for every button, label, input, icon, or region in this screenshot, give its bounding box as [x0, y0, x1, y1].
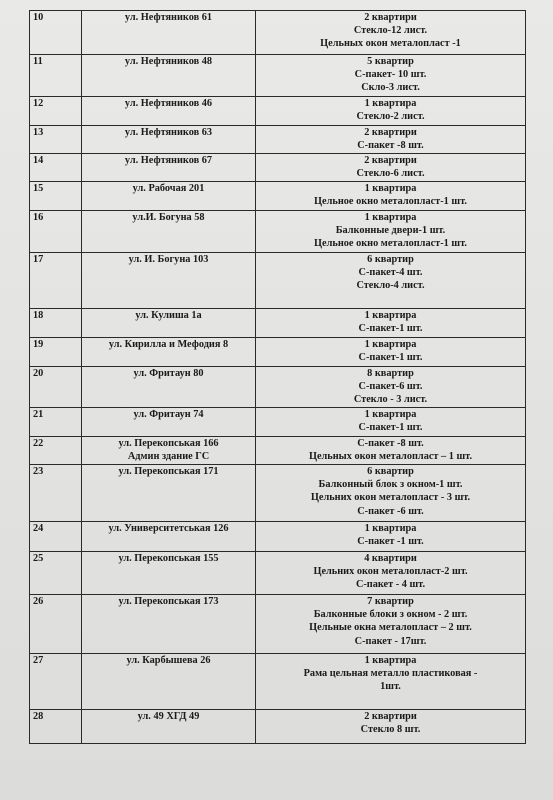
detail-line: 2 квартири — [364, 155, 417, 166]
address-line: ул. Кирилла и Мефодия 8 — [108, 339, 229, 350]
row-number: 27 — [30, 654, 82, 710]
row-details — [256, 338, 526, 367]
row-number: 12 — [30, 97, 82, 126]
detail-line: С-пакет -8 шт. — [357, 140, 424, 152]
row-number: 16 — [30, 211, 82, 253]
row-details — [256, 154, 526, 182]
row-details — [256, 11, 526, 55]
table-row — [30, 522, 526, 552]
row-number: 25 — [30, 552, 82, 595]
detail-line: Цельних окон металопласт - 3 шт. — [310, 492, 471, 504]
row-address — [82, 710, 256, 744]
row-details — [256, 710, 526, 744]
address-line: ул. И. Богуна 103 — [128, 254, 209, 265]
row-details — [256, 97, 526, 126]
address-line: ул. Перекопськая 166 — [118, 438, 219, 449]
row-address — [82, 338, 256, 367]
row-address — [82, 437, 256, 465]
address-line: ул.И. Богуна 58 — [132, 212, 205, 223]
table-row — [30, 309, 526, 338]
row-address — [82, 654, 256, 710]
row-address — [82, 552, 256, 595]
detail-line: Скло-3 лист. — [361, 82, 420, 94]
address-line: ул. Нефтяников 63 — [124, 127, 213, 138]
detail-line: Балконный блок з окном-1 шт. — [318, 479, 463, 491]
row-details — [256, 126, 526, 154]
detail-line: Цельных окон металопласт -1 — [320, 38, 461, 50]
detail-line: Стекло-6 лист. — [356, 168, 425, 180]
address-line: ул. Университетськая 126 — [108, 523, 229, 534]
address-line: ул. Рабочая 201 — [132, 183, 205, 194]
row-details — [256, 408, 526, 437]
detail-line: 6 квартир — [367, 254, 414, 265]
row-address — [82, 465, 256, 522]
row-number: 20 — [30, 367, 82, 408]
address-line: ул. Перекопськая 173 — [118, 596, 219, 607]
row-address — [82, 367, 256, 408]
detail-line: 8 квартир — [367, 368, 414, 379]
detail-line: 5 квартир — [367, 56, 414, 67]
detail-line: Цельные окна металопласт – 2 шт. — [309, 622, 472, 634]
detail-line: С-пакет-1 шт. — [358, 422, 423, 434]
detail-line: 1 квартира — [364, 339, 417, 350]
table-row — [30, 595, 526, 654]
detail-line: С-пакет- 10 шт. — [354, 69, 427, 81]
address-line: ул. Кулиша 1а — [135, 310, 202, 321]
row-details — [256, 552, 526, 595]
detail-line: Стекло-4 лист. — [356, 280, 425, 292]
detail-line: С-пакет-6 шт. — [358, 381, 423, 393]
table-row — [30, 253, 526, 309]
detail-line: 2 квартири — [364, 12, 417, 23]
row-details — [256, 211, 526, 253]
detail-line: Стекло-2 лист. — [356, 111, 425, 123]
row-details — [256, 253, 526, 309]
detail-line: Цельное окно металопласт-1 шт. — [314, 238, 467, 250]
row-details — [256, 595, 526, 654]
detail-line: С-пакет - 4 шт. — [355, 579, 426, 591]
row-number: 19 — [30, 338, 82, 367]
detail-line: Стекло 8 шт. — [360, 724, 421, 736]
address-line: ул. Перекопськая 171 — [118, 466, 219, 477]
row-number: 23 — [30, 465, 82, 522]
row-number: 11 — [30, 55, 82, 97]
row-address — [82, 408, 256, 437]
row-number: 15 — [30, 182, 82, 211]
address-line: ул. Фритаун 80 — [133, 368, 204, 379]
row-number: 24 — [30, 522, 82, 552]
row-number: 17 — [30, 253, 82, 309]
detail-line: С-пакет-1 шт. — [358, 352, 423, 364]
row-address — [82, 126, 256, 154]
detail-line: С-пакет-4 шт. — [358, 267, 423, 279]
detail-line: Цельное окно металопласт-1 шт. — [314, 196, 467, 208]
detail-line: 1 квартира — [364, 183, 417, 194]
detail-line: 1шт. — [380, 681, 401, 693]
table-row — [30, 11, 526, 55]
row-details — [256, 55, 526, 97]
detail-line: 2 квартири — [364, 711, 417, 722]
detail-line: Цельных окон металопласт – 1 шт. — [308, 451, 473, 463]
row-details — [256, 465, 526, 522]
table-row — [30, 126, 526, 154]
row-address — [82, 97, 256, 126]
detail-line: Балконные блоки з окном - 2 шт. — [313, 609, 468, 621]
row-details — [256, 182, 526, 211]
detail-line: 1 квартира — [364, 409, 417, 420]
row-address — [82, 182, 256, 211]
detail-line: 4 квартири — [364, 553, 417, 564]
address-line: ул. Нефтяников 61 — [124, 12, 213, 23]
detail-line: С-пакет - 17шт. — [354, 635, 427, 647]
row-details — [256, 367, 526, 408]
detail-line: 2 квартири — [364, 127, 417, 138]
detail-line: С-пакет-1 шт. — [358, 323, 423, 335]
table-row — [30, 338, 526, 367]
detail-line: С-пакет -6 шт. — [357, 505, 424, 517]
table-row — [30, 710, 526, 744]
address-line: ул. Фритаун 74 — [133, 409, 204, 420]
row-details — [256, 437, 526, 465]
row-details — [256, 309, 526, 338]
detail-line: 1 квартира — [364, 523, 417, 534]
row-address — [82, 253, 256, 309]
table-row — [30, 55, 526, 97]
table-row — [30, 654, 526, 710]
detail-line: С-пакет -1 шт. — [357, 536, 424, 548]
table-row — [30, 182, 526, 211]
table-row — [30, 97, 526, 126]
address-line: ул. 49 ХГД 49 — [137, 711, 200, 722]
address-line: ул. Нефтяников 46 — [124, 98, 213, 109]
damage-table — [29, 10, 526, 744]
detail-line: 1 квартира — [364, 98, 417, 109]
row-address — [82, 595, 256, 654]
address-line: ул. Нефтяников 67 — [124, 155, 213, 166]
row-address — [82, 309, 256, 338]
table-row — [30, 437, 526, 465]
address-line: ул. Нефтяников 48 — [124, 56, 213, 67]
row-number: 10 — [30, 11, 82, 55]
address-line: ул. Карбышева 26 — [126, 655, 211, 666]
detail-line: Стекло-12 лист. — [353, 25, 428, 37]
table-row — [30, 154, 526, 182]
detail-line: 1 квартира — [364, 310, 417, 321]
row-details — [256, 522, 526, 552]
row-address — [82, 154, 256, 182]
row-address — [82, 55, 256, 97]
detail-line: 1 квартира — [364, 655, 417, 666]
row-address — [82, 522, 256, 552]
row-number: 22 — [30, 437, 82, 465]
row-number: 21 — [30, 408, 82, 437]
detail-line: 7 квартир — [367, 596, 414, 607]
address-line: Админ здание ГС — [127, 451, 210, 463]
row-details — [256, 654, 526, 710]
table-body — [30, 11, 526, 744]
detail-line: С-пакет -8 шт. — [357, 438, 424, 449]
table-row — [30, 367, 526, 408]
address-line: ул. Перекопськая 155 — [118, 553, 219, 564]
row-number: 28 — [30, 710, 82, 744]
table-row — [30, 552, 526, 595]
table-row — [30, 408, 526, 437]
detail-line: Цельних окон металопласт-2 шт. — [313, 566, 468, 578]
row-number: 14 — [30, 154, 82, 182]
detail-line: Стекло - 3 лист. — [353, 394, 428, 406]
table-row — [30, 465, 526, 522]
detail-line: Рама цельная металло пластиковая - — [303, 668, 478, 680]
row-address — [82, 11, 256, 55]
detail-line: 1 квартира — [364, 212, 417, 223]
detail-line: 6 квартир — [367, 466, 414, 477]
detail-line: Балконные двери-1 шт. — [335, 225, 446, 237]
row-number: 13 — [30, 126, 82, 154]
row-number: 26 — [30, 595, 82, 654]
row-address — [82, 211, 256, 253]
row-number: 18 — [30, 309, 82, 338]
table-row — [30, 211, 526, 253]
